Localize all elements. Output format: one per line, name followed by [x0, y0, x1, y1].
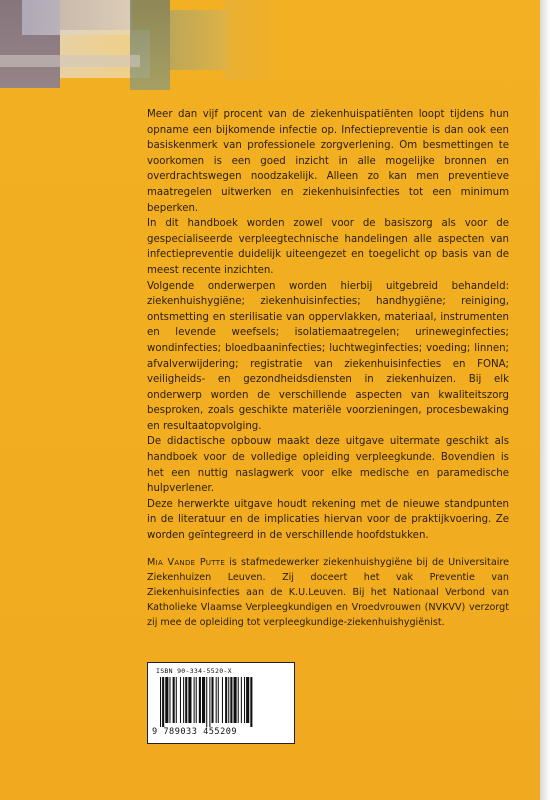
blurb-paragraph: Volgende onderwerpen worden hierbij uitgebreid behandeld: ziekenhuishygiëne; ziekenhuisinfecties; handhygiëne; reiniging, ontsmetting en sterilisatie van oppervlakken, materiaal, instrumenten en levende weefsels; isolatiemaatregelen; urineweginfecties; wondinfecties; bloedbaaninfecties; luchtweginfecties; voeding; linnen; afvalverwijdering; registratie van ziekenhuisinfecties en FONA; veiligheids- en gezondheidsdiensten in ziekenhuizen. Bij elk onderwerp worden de verschillende aspecten van kwaliteitszorg besproken, zoals geschikte materiële voorzieningen, procesbewaking en resultaatopvolging. [147, 280, 509, 432]
barcode-bar [180, 677, 181, 723]
barcode-bar [188, 677, 191, 723]
author-name: Mia Vande Putte [147, 557, 226, 568]
barcode-bar [218, 677, 219, 723]
barcode-bar [169, 677, 170, 723]
barcode-bar [211, 677, 213, 723]
barcode-bar [244, 677, 245, 723]
barcode-bar [230, 677, 232, 723]
author-paragraph [147, 555, 509, 630]
barcode-bar [199, 677, 201, 723]
barcode-bar [196, 677, 197, 723]
barcode-bar [225, 677, 227, 723]
barcode-bar [206, 677, 207, 727]
barcode-bar [176, 677, 177, 723]
author-bio [147, 555, 509, 630]
barcode-bar [160, 677, 161, 727]
barcode-bar [241, 677, 242, 723]
blurb-paragraph: De didactische opbouw maakt deze uitgave uitermate geschikt als handboek voor de volledige opleiding verpleegkunde. Bovendien is het een nuttig naslagwerk voor elke medische en paramedische hulpverlener. [147, 436, 509, 495]
barcode-icon [160, 677, 284, 727]
barcode-bar [185, 677, 187, 723]
barcode-bar [234, 677, 237, 723]
ean-number: 9 789033 455209 [152, 727, 238, 737]
barcode-bar [165, 677, 168, 723]
barcode-bar [238, 677, 239, 723]
author-bio-text: is stafmedewerker ziekenhuishygiëne bij de Universitaire Ziekenhuizen Leuven. Zij doceert het vak Preventie van Ziekenhuisinfecties aan de K.U.Leuven. Bij het Nationaal Verbond van Katholieke Vlaamse Verpleegkundigen en Vroedvrouwen (NVKVV) verzorgt zij mee de opleiding tot verpleegkundige-ziekenhuishygiënist. [147, 557, 509, 628]
barcode-bar [250, 677, 252, 727]
deco-block [130, 0, 170, 90]
barcode-bar [222, 677, 223, 723]
barcode-bar [194, 677, 195, 723]
isbn-text: ISBN 90-334-5520-X [156, 667, 232, 675]
barcode-bar [209, 677, 210, 727]
barcode-bar [173, 677, 175, 723]
barcode-bar [162, 677, 164, 727]
barcode-bar [216, 677, 217, 723]
page-edge [540, 0, 550, 800]
barcode-bar [228, 677, 229, 723]
deco-block [225, 0, 290, 80]
blurb-paragraph: Deze herwerkte uitgave houdt rekening met de nieuwe standpunten in de literatuur en de implicaties hiervan voor de praktijkvoering. Ze worden geïntegreerd in de verschillende hoofdstukken. [147, 498, 509, 542]
deco-block [170, 10, 230, 70]
barcode-bar [183, 677, 184, 723]
blurb-paragraph: In dit handboek worden zowel voor de basiszorg als voor de gespecialiseerde verpleegtechnische handelingen alle aspecten van infectiepreventie duidelijk uiteengezet en toegelicht op basis van de meest recente inzichten. [147, 218, 509, 276]
deco-block [0, 55, 140, 67]
decorative-color-blocks [0, 0, 290, 90]
barcode-bar [246, 677, 249, 723]
blurb-paragraph: Meer dan vijf procent van de ziekenhuispatiënten loopt tijdens hun opname een bijkomende infectie op. Infectiepreventie is dan ook een basiskenmerk van professionele zorgverlening. Om besmettingen te voorkomen is een goed inzicht in alle mogelijke bronnen en overdrachtswegen noodzakelijk. Alleen zo kan men preventieve maatregelen uitwerken en ziekenhuisinfecties tot een minimum beperken. [147, 109, 509, 214]
blurb-text [147, 107, 509, 544]
barcode-label [147, 662, 295, 744]
barcode-bar [202, 677, 205, 723]
